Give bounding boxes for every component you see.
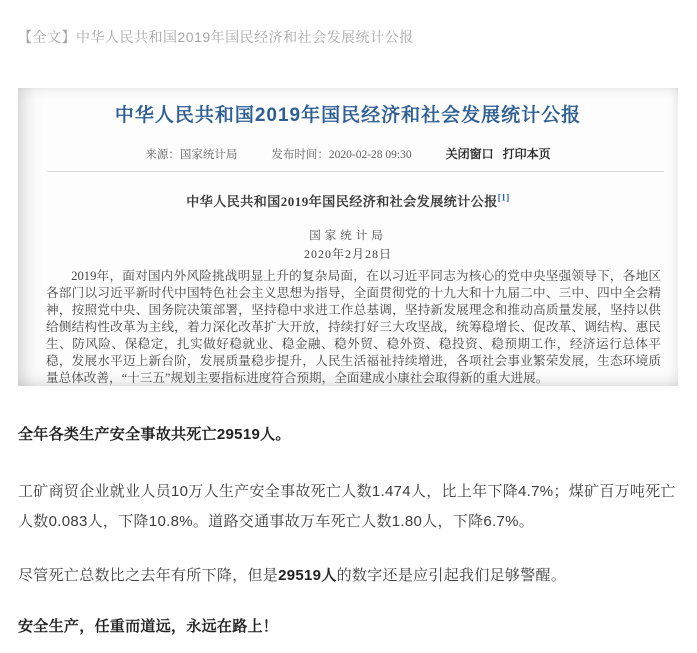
stat-paragraph: 工矿商贸企业就业人员10万人生产安全事故死亡人数1.474人，比上年下降4.7%；煤矿百万吨死亡人数0.083人，下降10.8%。道路交通事故万车死亡人数1.80人，下降6.7%。 (18, 483, 676, 530)
document-screenshot (18, 88, 678, 386)
closing-slogan: 安全生产，任重而道远，永远在路上！ (18, 618, 279, 635)
warning-suffix: 的数字还是应引起我们足够警醒。 (336, 567, 567, 584)
communique-title (18, 191, 678, 210)
lead-paragraph: 2019年，面对国内外风险挑战明显上升的复杂局面，在以习近平同志为核心的党中央坚强领导下，各地区各部门以习近平新时代中国特色社会主义思想为指导，全面贯彻党的十九大和十九届二中、三中、四中全会精神，按照党中央、国务院决策部署，坚持稳中求进工作总基调，坚持新发展理念和推动高质量发展，坚持以供给侧结构性改革为主线，着力深化改革扩大开放，持续打好三大攻坚战，统筹稳增长、促改革、调结构、惠民生、防风险、保稳定，扎实做好稳就业、稳金融、稳外贸、稳外资、稳投资、稳预期工作，经济运行总体平稳，发展水平迈上新台阶，发展质量稳步提升，人民生活福祉持续增进，各项社会事业繁荣发展，生态环境质量总体改善，“十三五”规划主要指标进度符合预期，全面建成小康社会取得新的重大进展。 (46, 269, 661, 385)
warning-bold-number: 29519人 (278, 567, 337, 584)
document-title: 中华人民共和国2019年国民经济和社会发展统计公报 (114, 105, 582, 126)
warning-paragraph (18, 565, 680, 587)
publish-date: 2020年2月28日 (303, 247, 392, 261)
meta-divider (47, 171, 664, 172)
print-page-link[interactable]: 打印本页 (502, 147, 551, 161)
page-title: 【全文】中华人民共和国2019年国民经济和社会发展统计公报 (18, 29, 414, 45)
source-value: 国家统计局 (179, 148, 238, 161)
publish-time-field (271, 146, 411, 162)
window-actions (446, 145, 551, 162)
document-meta-row (18, 145, 678, 162)
source-field (145, 146, 237, 162)
source-label: 来源： (145, 148, 180, 161)
publish-time-label: 发布时间： (271, 148, 329, 161)
communique-title-text: 中华人民共和国2019年国民经济和社会发展统计公报 (186, 194, 498, 209)
stat-highlight: 全年各类生产安全事故共死亡29519人。 (18, 426, 291, 443)
close-window-link[interactable]: 关闭窗口 (445, 147, 494, 161)
agency-name: 国家统计局 (309, 230, 387, 242)
publish-time-value: 2020-02-28 09:30 (328, 148, 412, 161)
footnote-ref[interactable]: [1] (497, 192, 510, 203)
warning-prefix: 尽管死亡总数比之去年有所下降，但是 (18, 567, 279, 584)
